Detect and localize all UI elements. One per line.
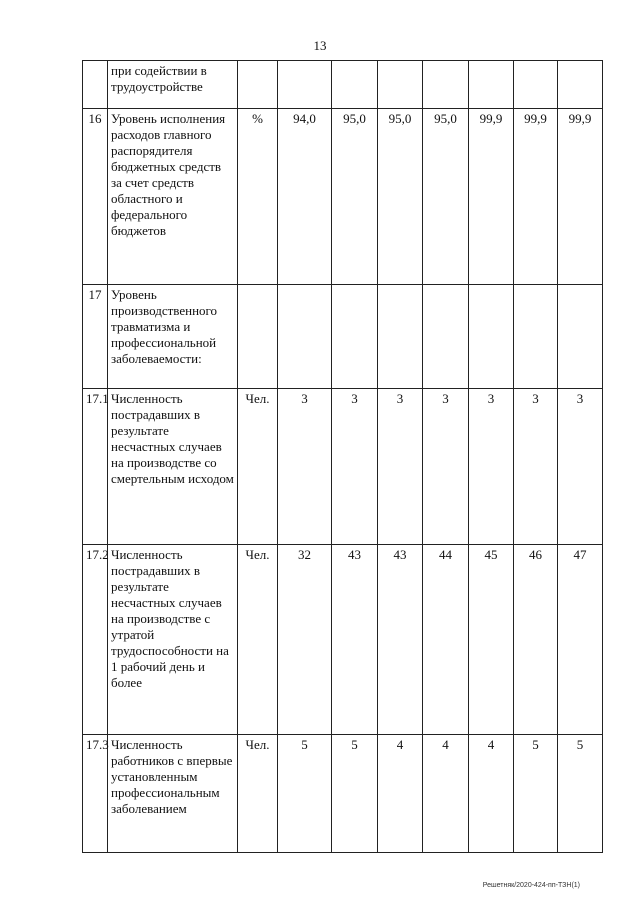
value-cell: 3 [378,389,423,545]
footer-code: Решетняк/2020-424-пп-ТЗН(1) [482,882,580,889]
value-cell: 3 [332,389,378,545]
indicators-table [82,60,603,853]
indicator-name: Численность работников с впервые установленным профессиональным заболеванием [108,735,238,853]
value-cell [378,61,423,109]
value-cell: 5 [278,735,332,853]
value-cell: 3 [278,389,332,545]
value-cell [278,61,332,109]
unit-cell: Чел. [238,389,278,545]
value-cell: 95,0 [332,109,378,285]
value-cell: 43 [378,545,423,735]
value-cell [469,61,514,109]
value-cell: 4 [423,735,469,853]
value-cell [423,285,469,389]
indicator-name: при содействии в трудоустройстве [108,61,238,109]
value-cell: 47 [558,545,603,735]
value-cell: 43 [332,545,378,735]
unit-cell: % [238,109,278,285]
value-cell: 32 [278,545,332,735]
value-cell [514,61,558,109]
row-number: 17.1 [83,389,108,545]
table-row [83,735,603,853]
value-cell [423,61,469,109]
value-cell [558,61,603,109]
value-cell: 4 [469,735,514,853]
value-cell: 3 [514,389,558,545]
row-number: 17.2 [83,545,108,735]
row-number: 17.3 [83,735,108,853]
unit-cell: Чел. [238,545,278,735]
value-cell: 5 [332,735,378,853]
value-cell [332,61,378,109]
value-cell: 3 [469,389,514,545]
unit-cell [238,285,278,389]
value-cell: 95,0 [423,109,469,285]
value-cell [514,285,558,389]
value-cell [469,285,514,389]
table-row [83,109,603,285]
value-cell: 95,0 [378,109,423,285]
unit-cell: Чел. [238,735,278,853]
value-cell: 99,9 [514,109,558,285]
value-cell: 45 [469,545,514,735]
value-cell: 99,9 [558,109,603,285]
table-row [83,61,603,109]
value-cell: 99,9 [469,109,514,285]
indicator-name: Уровень производственного травматизма и профессиональной заболеваемости: [108,285,238,389]
indicator-name: Уровень исполнения расходов главного распорядителя бюджетных средств за счет средств областного и федерального бюджетов [108,109,238,285]
value-cell [378,285,423,389]
value-cell: 5 [558,735,603,853]
table-body [83,61,603,853]
value-cell: 3 [558,389,603,545]
value-cell: 44 [423,545,469,735]
value-cell [278,285,332,389]
table-row [83,545,603,735]
row-number: 17 [83,285,108,389]
value-cell: 5 [514,735,558,853]
unit-cell [238,61,278,109]
row-number [83,61,108,109]
page-number: 13 [313,38,327,53]
value-cell [558,285,603,389]
value-cell [332,285,378,389]
value-cell: 94,0 [278,109,332,285]
table-row [83,285,603,389]
row-number: 16 [83,109,108,285]
value-cell: 3 [423,389,469,545]
value-cell: 46 [514,545,558,735]
value-cell: 4 [378,735,423,853]
indicator-name: Численность пострадавших в результате несчастных случаев на производстве с утратой трудоспособности на 1 рабочий день и более [108,545,238,735]
table-row [83,389,603,545]
indicator-name: Численность пострадавших в результате несчастных случаев на производстве со смертельным исходом [108,389,238,545]
